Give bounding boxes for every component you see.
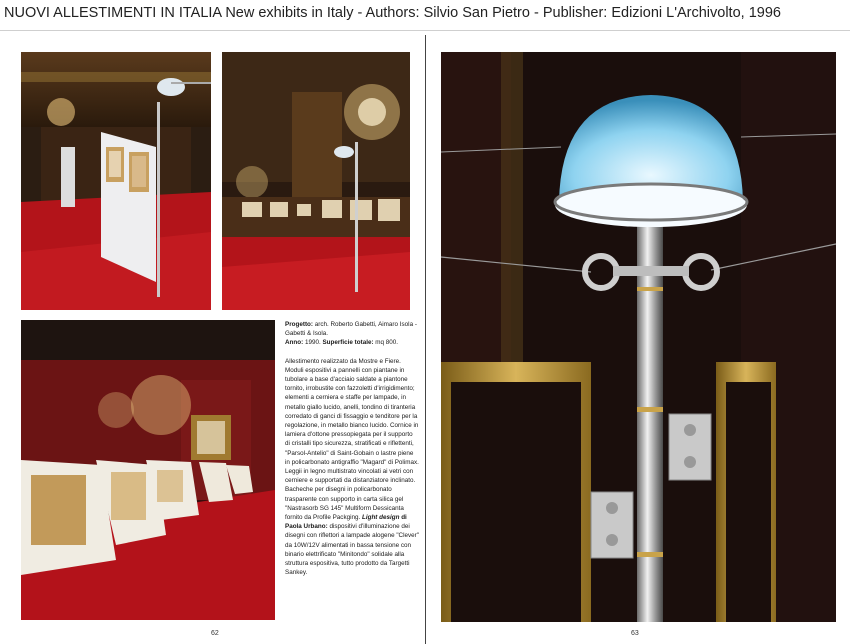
light-design-by: di Paola Urbano: [285, 514, 407, 531]
photo-hall-panels [21, 52, 211, 310]
progetto-label: Progetto: [285, 321, 313, 328]
page-caption [0, 0, 850, 31]
page-number-left: 62 [211, 630, 219, 637]
book-gutter [425, 35, 426, 644]
caption-text: NUOVI ALLESTIMENTI IN ITALIA New exhibits in Italy - Authors: Silvio San Pietro - Publisher: Edizioni L'Archivolto, 1996 [4, 5, 781, 21]
photo-hall-chandeliers [222, 52, 410, 310]
photo-lamp-detail [441, 52, 836, 622]
superficie-value: mq 800. [375, 339, 399, 347]
article-text [285, 320, 419, 577]
light-design-label: Light design [362, 514, 400, 522]
page-number-right: 63 [631, 630, 639, 637]
progetto-value: arch. Roberto Gabetti, Aimaro Isola - Gabetti & Isola. [285, 321, 417, 338]
photo-red-room-frames [21, 320, 275, 620]
body-text-1: Allestimento realizzato da Mostre e Fiere. Moduli espositivi a pannelli con piantane in tubolare a base d'acciaio saldate a piantone tornito, irrobustite con fazzoletti d'irrigidimento; elementi a cerniera e staffe per lampade, in metallo giallo lucido, anelli, tondino di tiranteria corredato di ganci di fissaggio e tenditore per la regolazione, in metallo bianco lucido. Cornice in lamiera d'ottone pressopiegata per il supporto di cristalli tipo sicurezza, stratificati e riflettenti, "Parsol-Antelio" di Saint-Gobain o lastre piene in policarbonato antigraffio "Magard" di Polimax. Leggii in legno multistrato vincolati ai vetri con cerniere e supportati da distanziatore inclinato. Bacheche per disegni in policarbonato trasparente con supporto in carta silica gel "Nastrasorb SG 145" Multiform Dessicanta fornito da Profile Packging. [285, 357, 419, 522]
body-text-2: dispositivi d'illuminazione dei disegni con riflettori a lampade alogene "Clever" da 10W/12V alimentati in bassa tensione con binario elettrificato "Minitondo" solidale alla struttura espositiva, tutto prodotto da Targetti Sankey. [285, 523, 419, 577]
anno-value: 1990. [304, 339, 321, 347]
superficie-label: Superficie totale: [322, 339, 374, 347]
text-gap [285, 348, 419, 357]
anno-label: Anno: [285, 339, 304, 347]
